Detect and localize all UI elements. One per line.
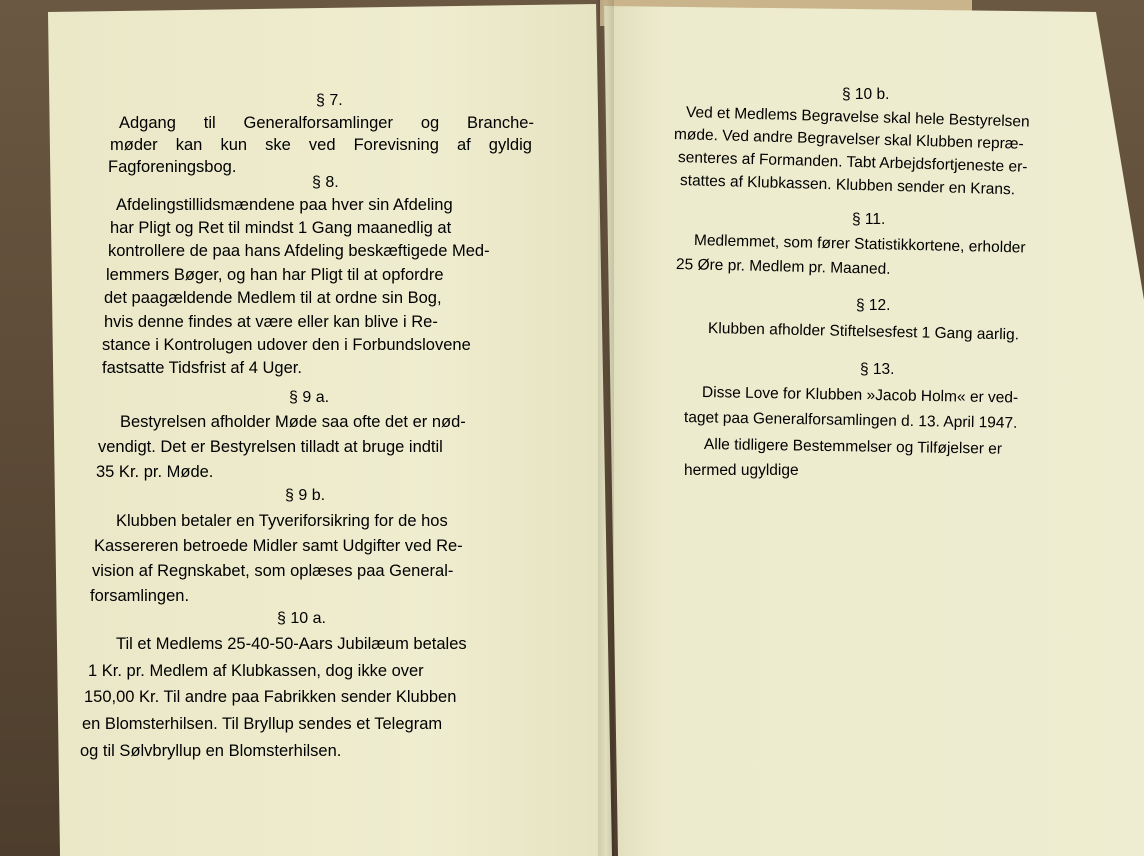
text-line: hermed ugyldige — [684, 462, 799, 479]
text-line: Afdelingstillidsmændene paa hver sin Afdeling — [116, 196, 453, 214]
section-heading: § 7. — [316, 92, 343, 109]
text-line: Klubben betaler en Tyveriforsikring for de hos — [116, 512, 448, 530]
section-heading: § 13. — [860, 361, 895, 378]
text-line: møde. Ved andre Begravelser skal Klubben repræ- — [673, 126, 1024, 153]
section-heading: § 11. — [852, 211, 886, 228]
text-line: Bestyrelsen afholder Møde saa ofte det er nød- — [120, 413, 466, 431]
text-line: senteres af Formanden. Tabt Arbejdsfortjeneste er- — [677, 149, 1028, 176]
text-line: det paagældende Medlem til at ordne sin Bog, — [104, 289, 442, 307]
text-line: fastsatte Tidsfrist af 4 Uger. — [102, 359, 302, 377]
text-line: forsamlingen. — [90, 587, 190, 605]
text-line: møder kan kun ske ved Forevisning af gyldig — [110, 136, 532, 154]
text-line: Til et Medlems 25-40-50-Aars Jubilæum betales — [116, 635, 467, 653]
text-line: kontrollere de paa hans Afdeling beskæftigede Med- — [108, 242, 490, 260]
text-line: Ved et Medlems Begravelse skal hele Bestyrelsen — [685, 104, 1030, 131]
text-line: Adgang til Generalforsamlinger og Branche- — [119, 114, 534, 132]
text-line: taget paa Generalforsamlingen d. 13. April 1947. — [683, 409, 1018, 432]
section-heading: § 10 a. — [277, 610, 326, 627]
text-line: lemmers Bøger, og han har Pligt til at opfordre — [106, 266, 444, 284]
text-line: 1 Kr. pr. Medlem af Klubkassen, dog ikke over — [88, 662, 424, 680]
section-heading: § 8. — [312, 174, 339, 191]
section-heading: § 9 b. — [285, 487, 326, 504]
text-line: 35 Kr. pr. Møde. — [96, 463, 214, 481]
text-line: Klubben afholder Stiftelsesfest 1 Gang aarlig. — [707, 320, 1020, 344]
text-line: stattes af Klubkassen. Klubben sender en Krans. — [679, 172, 1016, 199]
text-line: Alle tidligere Bestemmelser og Tilføjelser er — [703, 436, 1003, 458]
text-line: vendigt. Det er Bestyrelsen tilladt at bruge indtil — [98, 438, 443, 456]
text-line: vision af Regnskabet, som oplæses paa General- — [92, 562, 454, 580]
section-heading: § 9 a. — [289, 389, 330, 406]
text-line: og til Sølvbryllup en Blomsterhilsen. — [80, 742, 342, 760]
text-line: Medlemmet, som fører Statistikkortene, erholder — [693, 232, 1026, 257]
text-line: 150,00 Kr. Til andre paa Fabrikken sender Klubben — [84, 688, 457, 706]
text-line: har Pligt og Ret til mindst 1 Gang maanedlig at — [110, 219, 452, 237]
section-heading: § 12. — [856, 297, 891, 314]
text-line: 25 Øre pr. Medlem pr. Maaned. — [675, 256, 891, 278]
text-line: stance i Kontrolugen udover den i Forbundslovene — [102, 336, 471, 354]
text-line: Kassereren betroede Midler samt Udgifter ved Re- — [94, 537, 463, 555]
text-line: hvis denne findes at være eller kan blive i Re- — [104, 313, 438, 331]
section-heading: § 10 b. — [842, 86, 890, 103]
text-line: Fagforeningsbog. — [108, 158, 237, 176]
text-line: en Blomsterhilsen. Til Bryllup sendes et Telegram — [82, 715, 443, 733]
book-gutter — [598, 0, 614, 856]
text-line: Disse Love for Klubben »Jacob Holm« er ved- — [701, 384, 1019, 407]
